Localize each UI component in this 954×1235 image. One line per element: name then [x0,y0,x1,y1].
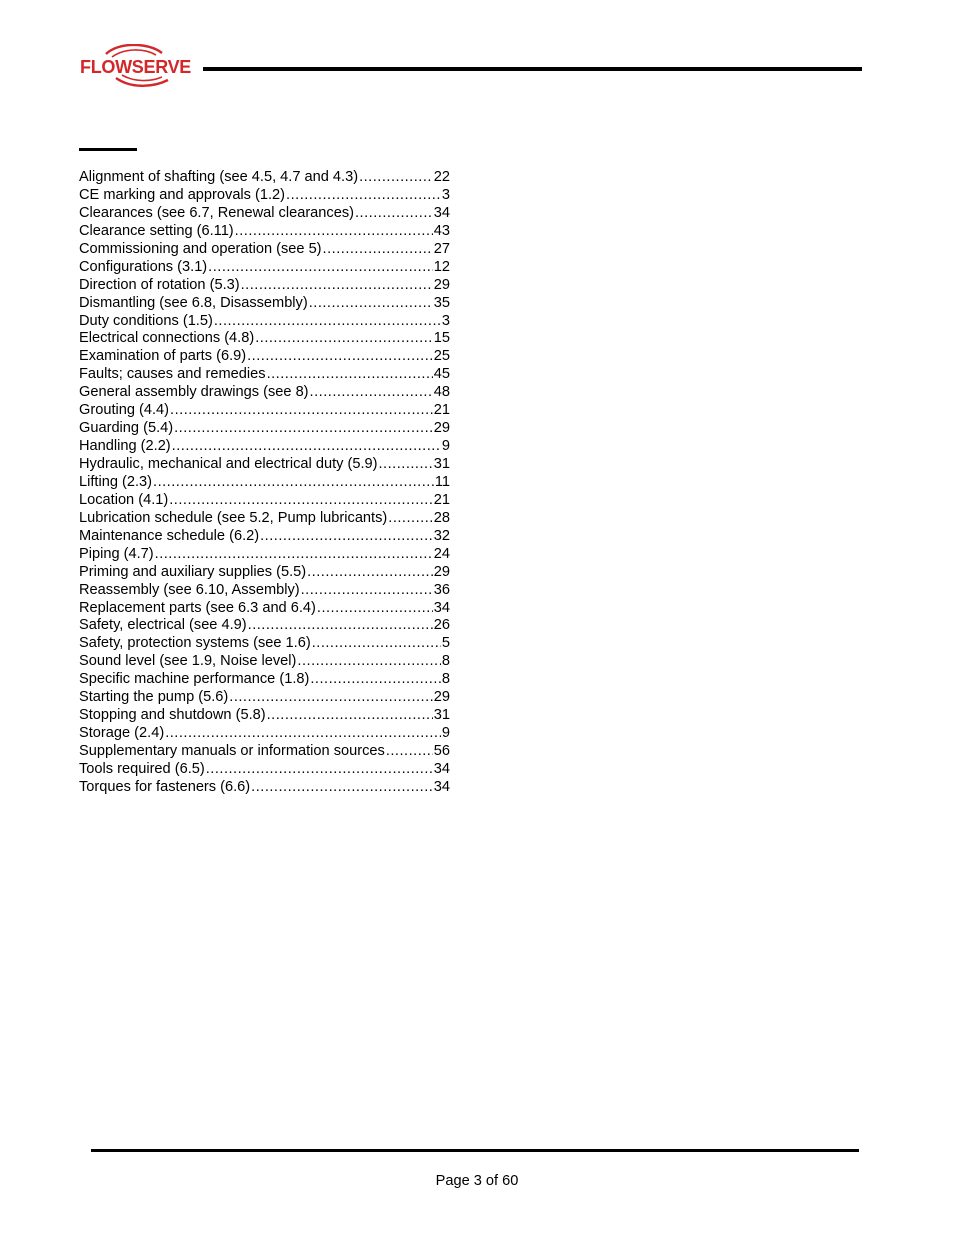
index-entry [79,528,450,546]
index-entry-page: 34 [433,599,450,616]
index-entry-page: 48 [433,384,450,401]
index-entry-label: Duty conditions (1.5) [79,312,213,329]
index-heading-rule [79,148,137,151]
logo-text: FLOWSERVE [80,57,191,77]
index-entry [79,330,450,348]
index-entry-leader [251,779,433,797]
index-entry-label: Configurations (3.1) [79,258,208,275]
index-entry-label: Examination of parts (6.9) [79,348,247,365]
index-entry-page: 9 [441,438,450,455]
index-entry-page: 15 [433,330,450,347]
index-entry-page: 43 [433,222,450,239]
index-entry-page: 29 [433,689,450,706]
index-entry-label: Piping (4.7) [79,545,154,562]
index-entry-leader [169,492,433,510]
index-entry-label: Reassembly (see 6.10, Assembly) [79,581,300,598]
index-entry-leader [312,635,441,653]
index-entry-leader [379,456,433,474]
index-entry-page: 25 [433,348,450,365]
index-entry-leader [235,223,433,241]
index-entry-label: Specific machine performance (1.8) [79,671,310,688]
index-entry-page: 32 [433,527,450,544]
index-entry [79,492,450,510]
index-entry-page: 56 [433,743,450,759]
index-entry [79,456,450,474]
index-entry-page: 24 [433,545,450,562]
index-entry-leader [307,564,433,582]
index-entry-label: Hydraulic, mechanical and electrical duty (5.9) [79,456,378,472]
index-entry-leader [310,384,433,402]
index-entry-label: Supplementary manuals or information sources [79,743,385,759]
index-entry-label: Direction of rotation (5.3) [79,276,240,293]
index-entry-label: Dismantling (see 6.8, Disassembly) [79,294,308,311]
index-entry-page: 9 [441,725,450,742]
index-entry-label: Lifting (2.3) [79,473,153,490]
index-entry-leader [267,707,433,725]
index-entry [79,671,450,689]
index-entry [79,600,450,618]
index-entry-leader [255,330,433,348]
index-entry [79,689,450,707]
index-entry-page: 3 [441,312,450,329]
index-entry [79,779,450,797]
index-entry-label: General assembly drawings (see 8) [79,384,309,401]
index-entry-label: Lubrication schedule (see 5.2, Pump lubricants) [79,509,388,526]
index-entry-page: 8 [441,671,450,688]
index-entry-page: 29 [433,276,450,293]
index-entry [79,653,450,671]
index-entry-page: 27 [433,240,450,257]
index-entry-page: 29 [433,563,450,580]
index-entry-leader [309,295,433,313]
index-entry [79,564,450,582]
index-entry [79,277,450,295]
index-entry-label: Stopping and shutdown (5.8) [79,707,266,724]
index-entry-leader [286,187,441,205]
index-entry-label: Electrical connections (4.8) [79,330,255,347]
index-entry-page: 45 [433,366,450,383]
index-entry-label: Clearance setting (6.11) [79,222,234,239]
index-entry-label: Grouting (4.4) [79,402,170,419]
index-entry-leader [214,313,441,331]
index-entry-label: Alignment of shafting (see 4.5, 4.7 and 4.3) [79,169,359,185]
index-entry-page: 12 [433,258,450,275]
index-entry [79,313,450,331]
page-number: Page 3 of 60 [435,1173,519,1189]
index-entry-leader [165,725,441,743]
index-entry-leader [155,546,433,564]
index-entry-leader [153,474,434,492]
index-entry [79,384,450,402]
index-entry [79,743,450,761]
index-entry-label: Torques for fasteners (6.6) [79,778,251,795]
index-entry-page: 29 [433,420,450,437]
index-entry-label: CE marking and approvals (1.2) [79,186,286,203]
index-entry [79,187,450,205]
index-entry-label: Maintenance schedule (6.2) [79,527,260,544]
flowserve-logo [78,44,198,88]
index-entry-label: Commissioning and operation (see 5) [79,240,322,257]
index-entry-page: 5 [441,635,450,652]
header-rule [203,67,862,71]
index-entry-page: 8 [441,653,450,670]
index-entry-leader [229,689,433,707]
index-entry-page: 34 [433,760,450,777]
index-entry-leader [317,600,433,618]
index-entry-leader [301,582,433,600]
index-entry-page: 35 [433,294,450,311]
footer-rule [91,1149,859,1152]
index-entry-page: 36 [433,581,450,598]
index-entry [79,635,450,653]
index-entry-label: Sound level (see 1.9, Noise level) [79,653,297,670]
index-entry-page: 22 [433,169,450,185]
index-entry [79,510,450,528]
index-entry-leader [248,617,433,635]
index-entry [79,725,450,743]
index-entry [79,420,450,438]
index-entry [79,348,450,366]
index-entry-leader [172,438,441,456]
index-entry-page: 3 [441,186,450,203]
index-entry-leader [170,402,433,420]
index-entry [79,205,450,223]
index-entry-page: 21 [433,491,450,508]
index-entry-leader [206,761,433,779]
index-entry [79,474,450,492]
index-entry-page: 26 [433,617,450,634]
index-entry [79,295,450,313]
index-entry [79,438,450,456]
index-entry-leader [386,743,433,761]
index-entry-label: Storage (2.4) [79,725,165,742]
index-entry [79,546,450,564]
index-entry-page: 28 [433,509,450,526]
index-entry-label: Handling (2.2) [79,438,171,455]
index-entry-label: Faults; causes and remedies [79,366,266,383]
index-entry-label: Guarding (5.4) [79,420,174,437]
index-entry [79,366,450,384]
index-entry [79,582,450,600]
index-entry-page: 11 [434,473,450,490]
index-entry [79,761,450,779]
index-entry-label: Priming and auxiliary supplies (5.5) [79,563,307,580]
index-entry-page: 31 [433,456,450,472]
index-entry-page: 34 [433,778,450,795]
index-entry [79,617,450,635]
index-entry-label: Starting the pump (5.6) [79,689,229,706]
index-entry-leader [323,241,433,259]
index-entry-leader [247,348,433,366]
index-entry [79,402,450,420]
index-entry-leader [359,169,433,187]
index-entry-label: Clearances (see 6.7, Renewal clearances) [79,204,354,221]
index-entry-leader [388,510,433,528]
index-entry-label: Safety, protection systems (see 1.6) [79,635,311,652]
index-entry-page: 34 [433,204,450,221]
index-entry-leader [355,205,433,223]
index-entry [79,707,450,725]
index-entry-label: Location (4.1) [79,491,169,508]
index-entry-leader [174,420,433,438]
index-list [79,169,450,797]
index-entry-leader [241,277,433,295]
index-entry-leader [267,366,433,384]
index-entry-page: 21 [433,402,450,419]
index-entry-leader [310,671,441,689]
index-entry-page: 31 [433,707,450,724]
index-entry-label: Tools required (6.5) [79,760,205,777]
index-entry-label: Safety, electrical (see 4.9) [79,617,247,634]
index-entry-label: Replacement parts (see 6.3 and 6.4) [79,599,316,616]
index-entry-leader [297,653,440,671]
index-entry-leader [208,259,433,277]
index-entry [79,169,450,187]
index-entry [79,241,450,259]
index-entry-leader [260,528,433,546]
index-entry [79,223,450,241]
index-entry [79,259,450,277]
